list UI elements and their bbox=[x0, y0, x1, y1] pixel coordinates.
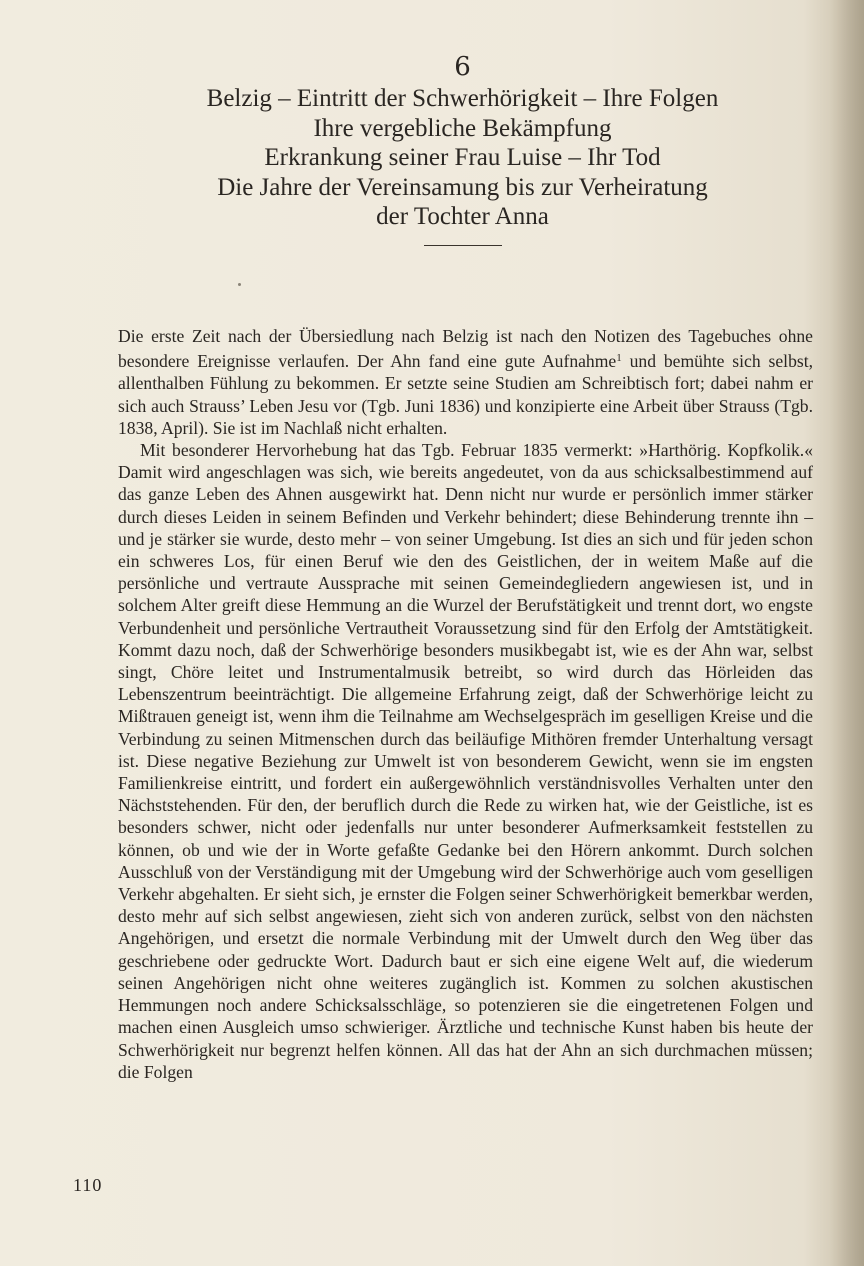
ornament-dot bbox=[238, 283, 241, 286]
chapter-title-line-2: Ihre vergebliche Bekämpfung bbox=[313, 114, 612, 142]
body-text bbox=[118, 325, 813, 1083]
paragraph-2: Mit besonderer Hervorhebung hat das Tgb. Februar 1835 vermerkt: »Harthörig. Kopfkolik.« Damit wird angeschlagen was sich, wie bereits angedeutet, von da aus schicksalbestimmend auf das ganze Leben des Ahnen ausgewirkt hat. Denn nicht nur wurde er persönlich immer stärker durch dieses Leiden in seinem Befinden und Verkehr behindert; diese Behinderung trennte ihn – und je stärker sie wurde, desto mehr – von seiner Umgebung. Ist dies an sich und für jeden schon ein schweres Los, für einen Beruf wie den des Geistlichen, der in weitem Maße auf die persönliche und vertraute Aussprache mit seinen Gemeindegliedern angewiesen ist, und in solchem Alter greift diese Hemmung an die Wurzel der Berufstätigkeit und trennt dort, wo engste Verbundenheit und persönliche Vertrautheit Voraussetzung sind für den Erfolg der Amtstätigkeit. Kommt dazu noch, daß der Schwerhörige besonders musikbegabt ist, wie es der Ahn war, selbst singt, Chöre leitet und Instrumentalmusik betreibt, so wird durch das Hörleiden das Lebenszentrum beeinträchtigt. Die allgemeine Erfahrung zeigt, daß der Schwerhörige leicht zu Mißtrauen geneigt ist, wenn ihm die Teilnahme am Wechselgespräch im geselligen Kreise und die Verbindung zu seinen Mitmenschen durch das beiläufige Mithören fremder Unterhaltung versagt ist. Diese negative Beziehung zur Umwelt ist von besonderem Gewicht, wenn sie im engsten Familienkreise eintritt, und fordert ein außergewöhnlich verständnisvolles Verhalten unter den Nächststehenden. Für den, der beruflich durch die Rede zu wirken hat, wie der Geistliche, ist es besonders schwer, nicht oder jedenfalls nur unter besonderer Aufmerksamkeit feststellen zu können, ob und wie der in Worte gefaßte Gedanke bei den Hörern ankommt. Durch solchen Ausschluß von der Verständigung mit der Umgebung wird der Schwerhörige auch vom geselligen Verkehr abgehalten. Er sieht sich, je ernster die Folgen seiner Schwerhörigkeit bemerkbar werden, desto mehr auf sich selbst angewiesen, zieht sich von anderen zurück, selbst von den nächsten Angehörigen, und ersetzt die normale Verbindung mit der Umwelt durch den Weg über das geschriebene oder gedruckte Wort. Dadurch baut er sich eine eigene Welt auf, die wiederum seinen Angehörigen nicht ohne weiteres zugänglich ist. Kommen zu solchen akustischen Hemmungen noch andere Schicksalsschläge, so potenzieren sie die eingetretenen Folgen und machen einen Ausgleich umso schwieriger. Ärztliche und technische Kunst haben bis heute der Schwerhörigkeit nur begrenzt helfen können. All das hat der Ahn an sich durchmachen müssen; die Folgen bbox=[118, 440, 813, 1082]
footnote-reference[interactable]: 1 bbox=[616, 352, 622, 365]
paragraph-1 bbox=[118, 325, 813, 439]
page-edge-shadow bbox=[830, 0, 864, 1266]
paragraph-1-text-a: Die erste Zeit nach der Übersiedlung nach Belzig ist nach den Notizen des Tagebuches ohne besondere Ereignisse verlaufen. Der Ahn fand eine gute Aufnahme bbox=[118, 326, 813, 372]
chapter-number: 6 bbox=[454, 52, 471, 82]
paragraph-1-text-b: und bemühte sich selbst, allenthalben Fühlung zu bekommen. Er setzte seine Studien am Schreibtisch fort; dabei nahm er sich auch Strauss’ Leben Jesu vor (Tgb. Juni 1836) und konzipierte eine Arbeit über Strauss (Tgb. 1838, April). Sie ist im Nachlaß nicht erhalten. bbox=[118, 351, 813, 438]
chapter-heading bbox=[110, 50, 815, 246]
chapter-title-line-5: der Tochter Anna bbox=[376, 203, 549, 230]
chapter-title-line-3: Erkrankung seiner Frau Luise – Ihr Tod bbox=[264, 144, 661, 171]
page-number: 110 bbox=[73, 1175, 103, 1195]
heading-divider bbox=[424, 245, 502, 246]
chapter-title-line-4: Die Jahre der Vereinsamung bis zur Verheiratung bbox=[217, 173, 708, 201]
chapter-title-line-1: Belzig – Eintritt der Schwerhörigkeit – Ihre Folgen bbox=[206, 85, 719, 112]
